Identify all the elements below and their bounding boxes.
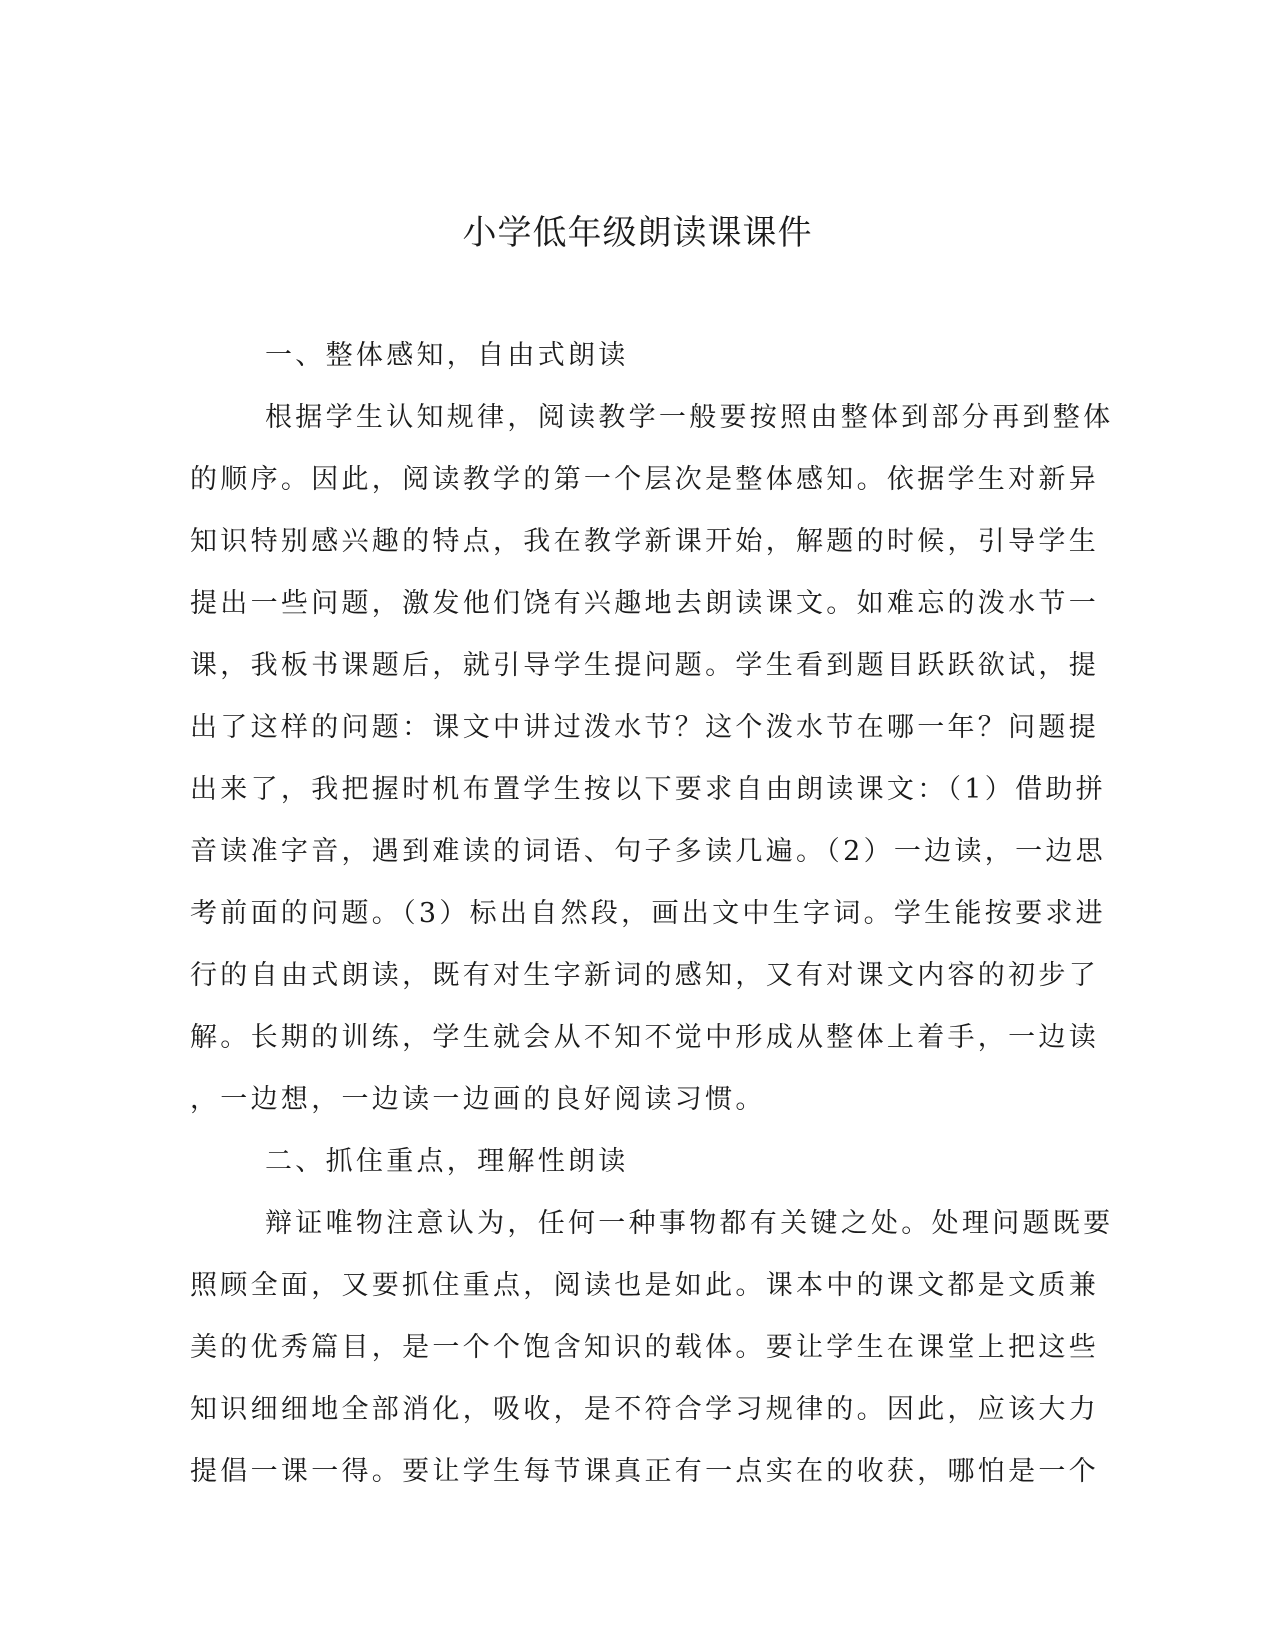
paragraph-line: 提倡一课一得。要让学生每节课真正有一点实在的收获，哪怕是一个 <box>190 1456 1099 1487</box>
section-heading-1: 一、整体感知，自由式朗读 <box>265 340 629 371</box>
paragraph-line: 的顺序。因此，阅读教学的第一个层次是整体感知。依据学生对新异 <box>190 464 1099 495</box>
paragraph-line: 出了这样的问题：课文中讲过泼水节？这个泼水节在哪一年？问题提 <box>190 712 1099 743</box>
document-body <box>190 325 1114 1503</box>
paragraph-line: 音读准字音，遇到难读的词语、句子多读几遍。（2）一边读，一边思 <box>190 836 1106 867</box>
paragraph-line: 提出一些问题，激发他们饶有兴趣地去朗读课文。如难忘的泼水节一 <box>190 588 1099 619</box>
paragraph-line: 考前面的问题。（3）标出自然段，画出文中生字词。学生能按要求进 <box>190 898 1106 929</box>
paragraph-line: ，一边想，一边读一边画的良好阅读习惯。 <box>190 1084 766 1115</box>
paragraph-line: 照顾全面，又要抓住重点，阅读也是如此。课本中的课文都是文质兼 <box>190 1270 1099 1301</box>
paragraph-line: 课，我板书课题后，就引导学生提问题。学生看到题目跃跃欲试，提 <box>190 650 1099 681</box>
section-heading-2: 二、抓住重点，理解性朗读 <box>265 1146 629 1177</box>
document-title: 小学低年级朗读课课件 <box>462 213 813 253</box>
paragraph-line: 出来了，我把握时机布置学生按以下要求自由朗读课文：（1）借助拼 <box>190 774 1106 805</box>
paragraph-line: 辩证唯物注意认为，任何一种事物都有关键之处。处理问题既要 <box>265 1208 1114 1239</box>
paragraph-line: 解。长期的训练，学生就会从不知不觉中形成从整体上着手，一边读 <box>190 1022 1099 1053</box>
paragraph-line: 知识细细地全部消化，吸收，是不符合学习规律的。因此，应该大力 <box>190 1394 1099 1425</box>
paragraph-line: 行的自由式朗读，既有对生字新词的感知，又有对课文内容的初步了 <box>190 960 1099 991</box>
paragraph-line: 知识特别感兴趣的特点，我在教学新课开始，解题的时候，引导学生 <box>190 526 1099 557</box>
paragraph-line: 美的优秀篇目，是一个个饱含知识的载体。要让学生在课堂上把这些 <box>190 1332 1099 1363</box>
paragraph-line: 根据学生认知规律，阅读教学一般要按照由整体到部分再到整体 <box>265 402 1114 433</box>
